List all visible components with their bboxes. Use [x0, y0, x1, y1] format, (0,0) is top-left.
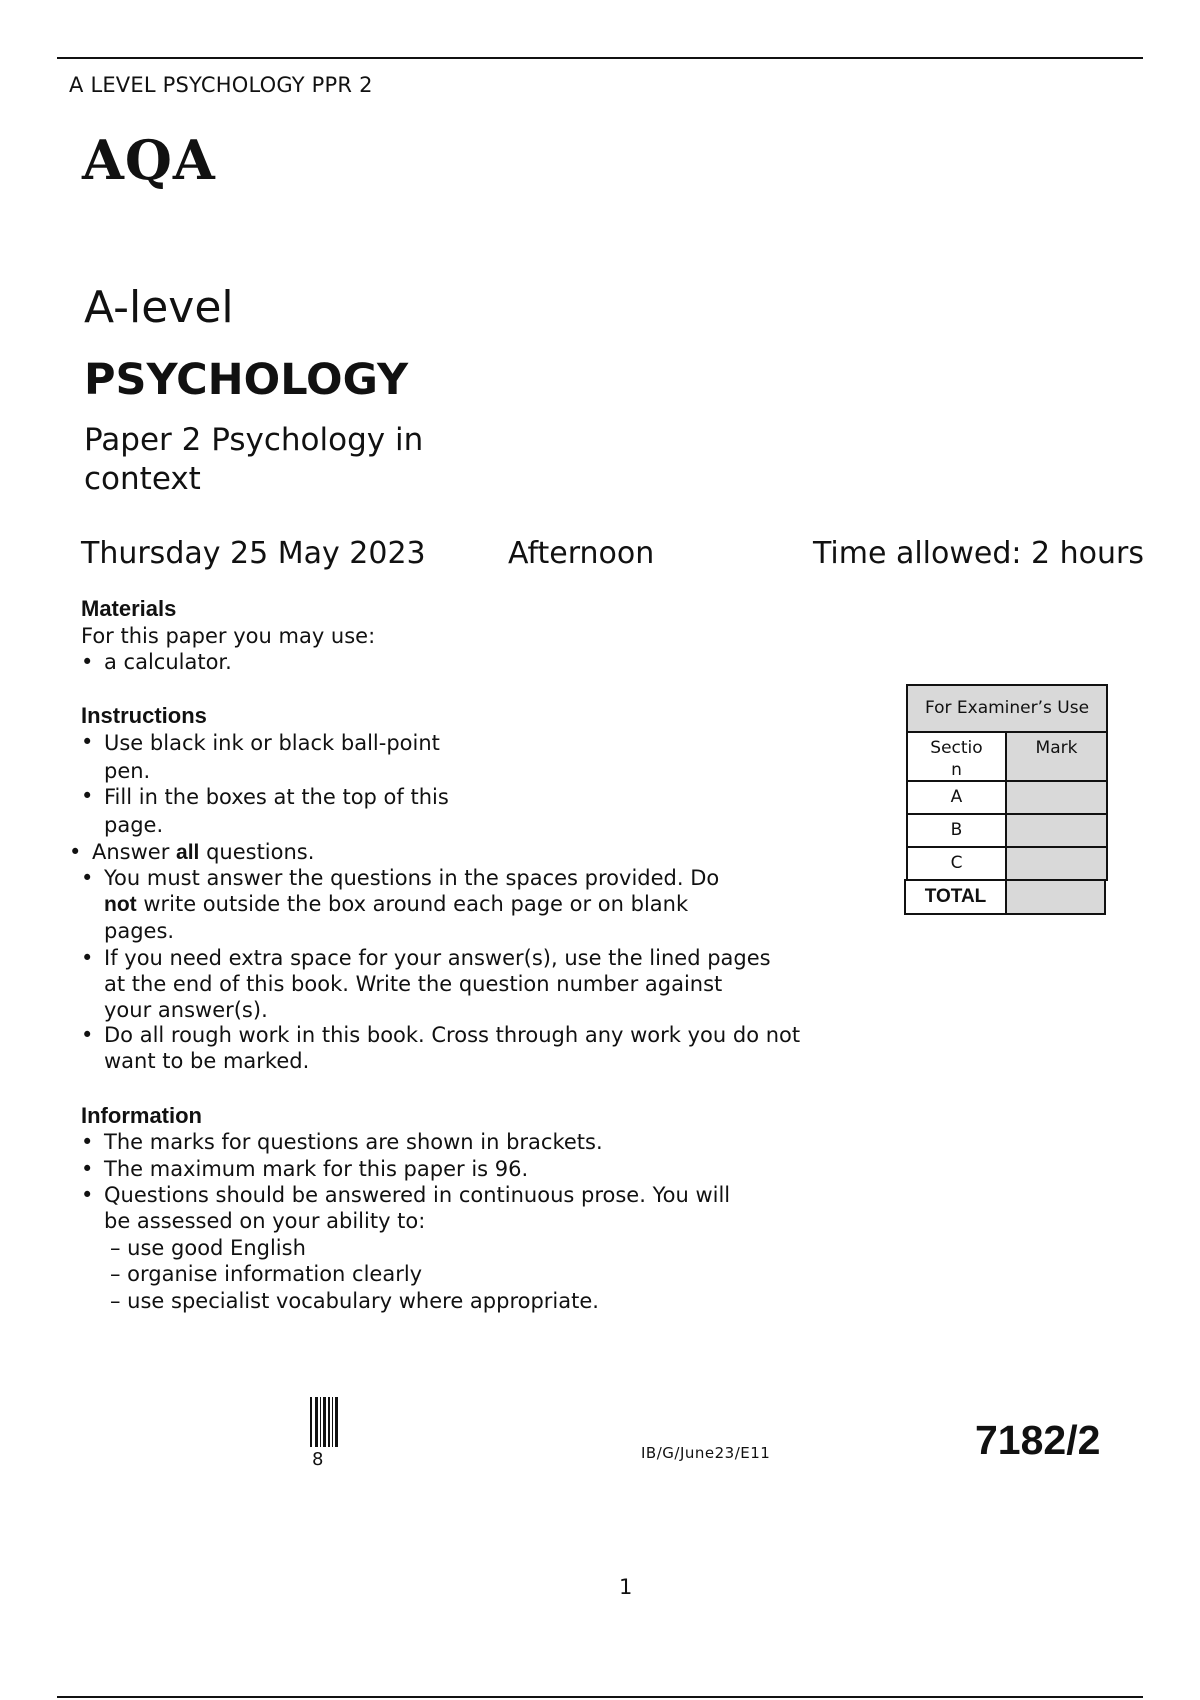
- total-label: TOTAL: [904, 879, 1007, 915]
- reference-code: IB/G/June23/E11: [641, 1444, 771, 1462]
- section-row-label: B: [906, 813, 1007, 848]
- mark-cell-b[interactable]: [1005, 813, 1108, 848]
- paper-title: Paper 2 Psychology in context: [84, 422, 424, 497]
- paper-code: 7182/2: [975, 1417, 1101, 1463]
- header-label: A LEVEL PSYCHOLOGY PPR 2: [69, 73, 373, 97]
- information-heading: Information: [81, 1103, 202, 1128]
- bullet-icon: •: [81, 946, 94, 970]
- barcode-icon: [310, 1397, 340, 1447]
- page-number: 1: [619, 1575, 633, 1599]
- section-row-label: A: [906, 780, 1007, 815]
- top-rule: [57, 57, 1143, 59]
- exam-session: Afternoon: [508, 536, 655, 571]
- bullet-icon: •: [81, 730, 94, 754]
- time-allowed: Time allowed: 2 hours: [813, 536, 1145, 571]
- information-subitem: – organise information clearly: [110, 1262, 423, 1286]
- mark-cell-a[interactable]: [1005, 780, 1108, 815]
- aqa-logo: AQA: [82, 128, 216, 192]
- mark-column-header: Mark: [1005, 731, 1108, 782]
- subject-title: PSYCHOLOGY: [84, 355, 409, 405]
- bullet-icon: •: [81, 866, 94, 890]
- information-subitem: – use specialist vocabulary where appropriate.: [110, 1289, 599, 1313]
- total-mark-cell[interactable]: [1005, 879, 1106, 915]
- bullet-icon: •: [81, 1183, 94, 1207]
- instructions-heading: Instructions: [81, 703, 207, 728]
- barcode-number: 8: [312, 1449, 324, 1470]
- bullet-icon: •: [81, 1023, 94, 1047]
- examiner-table-title: For Examiner’s Use: [906, 684, 1108, 733]
- level-title: A-level: [84, 282, 234, 333]
- bullet-icon: •: [69, 840, 82, 864]
- materials-heading: Materials: [81, 596, 177, 621]
- bullet-icon: •: [81, 1157, 94, 1181]
- bullet-icon: •: [81, 784, 94, 808]
- mark-cell-c[interactable]: [1005, 846, 1108, 881]
- materials-intro: For this paper you may use:: [81, 624, 376, 648]
- information-subitem: – use good English: [110, 1236, 306, 1260]
- exam-date: Thursday 25 May 2023: [81, 536, 426, 571]
- bullet-icon: •: [81, 1130, 94, 1154]
- section-row-label: C: [906, 846, 1007, 881]
- bullet-icon: •: [81, 650, 94, 674]
- bottom-rule: [57, 1696, 1143, 1698]
- section-column-header: Sectio n: [906, 731, 1007, 782]
